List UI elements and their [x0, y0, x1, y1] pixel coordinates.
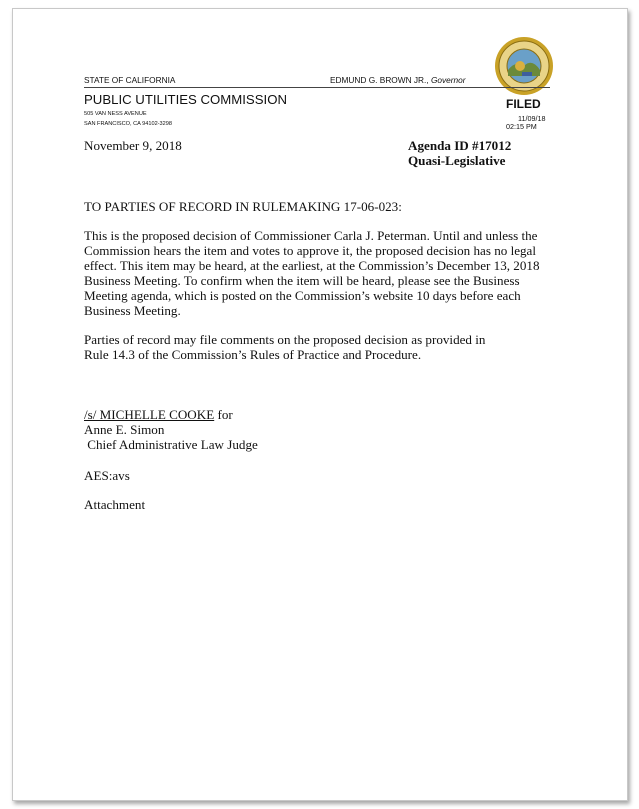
salutation: TO PARTIES OF RECORD IN RULEMAKING 17-06-023:: [84, 199, 402, 214]
paragraph1-line: Business Meeting. To confirm when the item will be heard, please see the Business: [84, 273, 520, 288]
agenda-id: Agenda ID #17012: [408, 138, 512, 153]
address-line-1: 505 VAN NESS AVENUE: [84, 111, 147, 117]
initials: AES:avs: [84, 468, 130, 483]
paragraph1-line: This is the proposed decision of Commissioner Carla J. Peterman. Until and unless the: [84, 228, 538, 243]
filed-date: 11/09/18: [518, 114, 546, 123]
paragraph1-line: Meeting agenda, which is posted on the Commission’s website 10 days before each: [84, 288, 521, 303]
signature-line: [84, 407, 233, 422]
filed-time: 02:15 PM: [506, 122, 537, 131]
address-line-2: SAN FRANCISCO, CA 94102-3298: [84, 121, 172, 127]
governor-name: EDMUND G. BROWN JR.,: [330, 75, 429, 85]
paragraph2-line: Parties of record may file comments on the proposed decision as provided in: [84, 332, 486, 347]
paragraph2-line: Rule 14.3 of the Commission’s Rules of Practice and Procedure.: [84, 347, 422, 362]
signatory-name: Anne E. Simon: [84, 422, 165, 437]
state-name: STATE OF CALIFORNIA: [84, 75, 176, 85]
paragraph1-line: Business Meeting.: [84, 303, 181, 318]
signature: /s/ MICHELLE COOKE: [84, 407, 215, 422]
signatory-title: Chief Administrative Law Judge: [84, 437, 258, 452]
attachment-label: Attachment: [84, 497, 146, 512]
paragraph1-line: Commission hears the item and votes to approve it, the proposed decision has no legal: [84, 243, 537, 258]
header-rule: [84, 87, 550, 88]
governor-line: [330, 75, 466, 85]
filed-label: FILED: [506, 97, 541, 111]
signature-for: for: [214, 407, 233, 422]
letter-date: November 9, 2018: [84, 138, 182, 153]
agency-name: PUBLIC UTILITIES COMMISSION: [84, 92, 287, 107]
governor-title: Governor: [430, 75, 466, 85]
paragraph1-line: effect. This item may be heard, at the earliest, at the Commission’s December 13, 2018: [84, 258, 540, 273]
agenda-type: Quasi-Legislative: [408, 153, 506, 168]
